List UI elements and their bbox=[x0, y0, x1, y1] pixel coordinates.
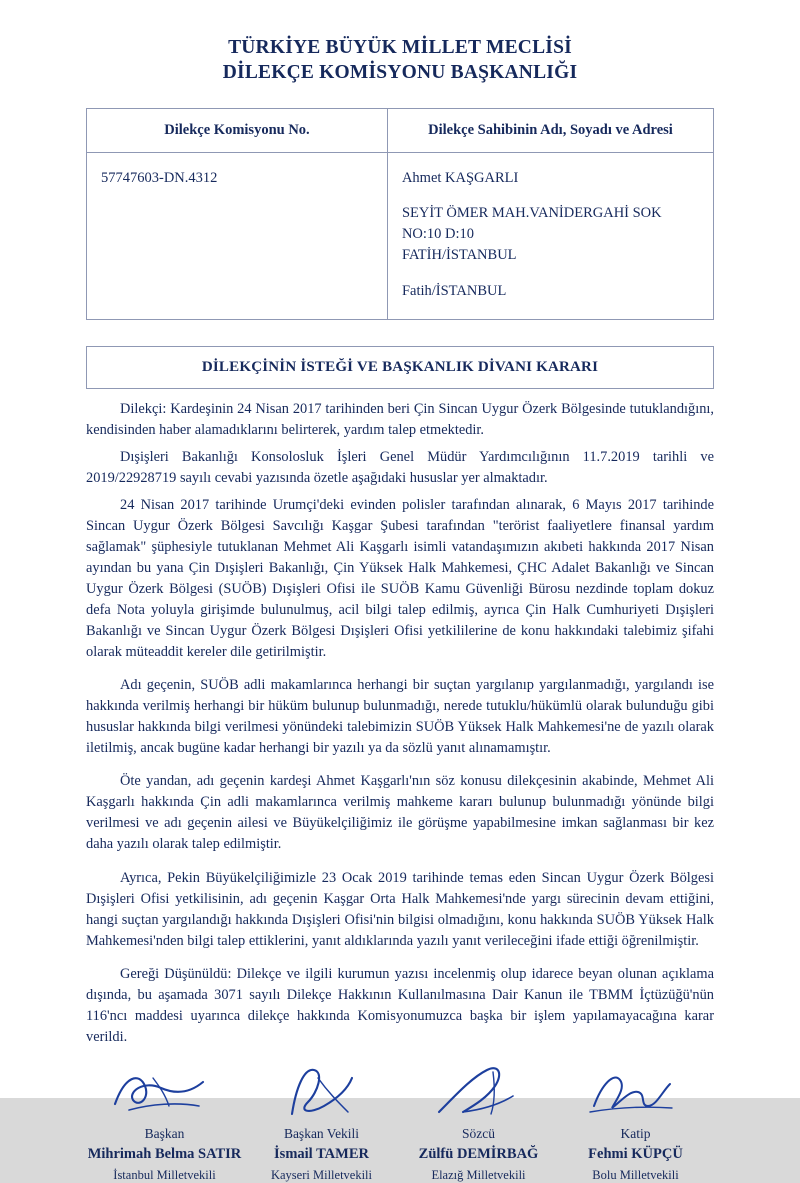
signature-role: Başkan bbox=[144, 1125, 185, 1141]
signature-name: Zülfü DEMİRBAĞ bbox=[418, 1145, 539, 1162]
signature-entry-katip bbox=[557, 1062, 714, 1183]
paragraph-3: 24 Nisan 2017 tarihinde Urumçi'deki evinden polisler tarafından alınarak, 6 Mayıs 2017 tarihinde Sincan Uygur Özerk Bölgesi Savcılığı Kaşgar Şubesi tarafından "terörist faaliyetlere finansal yardım sağlamak" şüphesiyle tutuklanan Mehmet Ali Kaşgarlı isimli vatandaşımızın akıbeti hakkında 2017 Nisan ayından bu yana Çin Dışişleri Bakanlığı, Çin Yüksek Halk Mahkemesi, ÇHC Adalet Bakanlığı ve Sincan Uygur Özerk Bölgesi (SUÖB) Dışişleri Ofisi ile SUÖB Kamu Güvenliği Bürosu nezdinde toplam dokuz defa Nota yoluyla girişimde bulunulmuş, acil bilgi talep edilmiş, ayrıca Çin Halk Cumhuriyeti Dışişleri Bakanlığı ve Sincan Uygur Özerk Bölgesi Dışişleri Ofisi yetkililerine de konu hakkındaki talebimiz şifahi olarak müteaddit kereler dile getirilmiştir. bbox=[86, 497, 714, 661]
owner-address-line-1: SEYİT ÖMER MAH.VANİDERGAHİ SOK bbox=[401, 205, 662, 222]
table-header-row bbox=[87, 108, 714, 152]
signature-city: İstanbul Milletvekili bbox=[113, 1168, 216, 1183]
owner-cell bbox=[387, 152, 713, 319]
paragraph-6: Ayrıca, Pekin Büyükelçiliğimizle 23 Ocak 2019 tarihinde temas eden Sincan Uygur Özerk Bölgesi Dışişleri Ofisi yetkilisinin, adı geçenin Kaşgar Orta Halk Mahkemesi'nde yargı sürecinin devam ettiğini, hangi suçtan yargılandığı hakkında Dışişleri Ofisi'nin bilgisi olmadığını, konu hakkında SUÖB Yüksek Halk Mahkemesi'nden bilgi talep ettiklerini, yanıt aldıklarında yazılı yanıt verileceğini ifade ettiği öğrenilmiştir. bbox=[86, 869, 714, 949]
column-header-owner: Dilekçe Sahibinin Adı, Soyadı ve Adresi bbox=[387, 108, 713, 152]
signature-city: Kayseri Milletvekili bbox=[270, 1168, 373, 1183]
handwritten-signature-icon bbox=[409, 1062, 549, 1124]
paragraph-1: Dilekçi: Kardeşinin 24 Nisan 2017 tarihinden beri Çin Sincan Uygur Özerk Bölgesinde tutuklandığını, kendisinden haber alamadıklarını belirterek, yardım talep etmektedir. bbox=[86, 400, 714, 438]
signature-name: İsmail TAMER bbox=[274, 1145, 369, 1162]
owner-address-line-3: FATİH/İSTANBUL bbox=[401, 247, 517, 264]
paragraph-4: Adı geçenin, SUÖB adli makamlarınca herhangi bir suçtan yargılanıp yargılanmadığı, yargılandı ise hakkında verilmiş herhangi bir hüküm bulunup bulunmadığı, nerede tutuklu/hükümlü olarak bulunduğu gibi hususlar hakkında bilgi verilmesi yönündeki talebimizin SUÖB Yüksek Halk Mahkemesi'ne de yazılı olarak iletilmiş, ancak bugüne kadar herhangi bir yazılı ya da sözlü yanıt alınamamıştır. bbox=[86, 677, 714, 757]
handwritten-signature-icon bbox=[566, 1062, 706, 1124]
signature-block bbox=[86, 1062, 714, 1183]
signature-city: Elazığ Milletvekili bbox=[431, 1168, 526, 1183]
document-title bbox=[86, 36, 714, 86]
petition-no-cell: 57747603-DN.4312 bbox=[87, 152, 388, 319]
signature-city: Bolu Milletvekili bbox=[592, 1168, 679, 1183]
decision-body bbox=[86, 399, 714, 1048]
column-header-petition-no: Dilekçe Komisyonu No. bbox=[87, 108, 388, 152]
document-title-line-2: DİLEKÇE KOMİSYONU BAŞKANLIĞI bbox=[222, 61, 578, 83]
document-title-line-1: TÜRKİYE BÜYÜK MİLLET MECLİSİ bbox=[228, 37, 572, 58]
owner-district: Fatih/İSTANBUL bbox=[401, 283, 507, 300]
paragraph-2: Dışişleri Bakanlığı Konsolosluk İşleri Genel Müdür Yardımcılığının 11.7.2019 tarihli ve 2019/22928719 sayılı cevabi yazısında özetle aşağıdaki hususlar yer almaktadır. bbox=[86, 448, 714, 486]
owner-name: Ahmet KAŞGARLI bbox=[401, 169, 519, 186]
decision-section-header: DİLEKÇİNİN İSTEĞİ VE BAŞKANLIK DİVANI KARARI bbox=[86, 346, 714, 389]
signature-entry-baskan-vekili bbox=[243, 1062, 400, 1183]
signature-role: Katip bbox=[620, 1125, 651, 1141]
signature-role: Sözcü bbox=[462, 1125, 495, 1141]
petition-info-table bbox=[86, 108, 714, 320]
signature-name: Mihrimah Belma SATIR bbox=[87, 1145, 242, 1162]
signature-entry-baskan bbox=[86, 1062, 243, 1183]
table-row bbox=[87, 152, 714, 319]
paragraph-7: Gereği Düşünüldü: Dilekçe ve ilgili kurumun yazısı incelenmiş olup idarece beyan olunan açıklama dışında, bu aşamada 3071 sayılı Dilekçe Hakkının Kullanılmasına Dair Kanun ile TBMM İçtüzüğü'nün 116'ncı maddesi uyarınca dilekçe hakkında Komisyonumuzca başka bir işlem yapılamayacağına karar verildi. bbox=[86, 965, 714, 1045]
handwritten-signature-icon bbox=[95, 1062, 235, 1124]
signature-entry-sozcu bbox=[400, 1062, 557, 1183]
signature-role: Başkan Vekili bbox=[283, 1125, 360, 1141]
signature-name: Fehmi KÜPÇÜ bbox=[588, 1145, 683, 1162]
paragraph-5: Öte yandan, adı geçenin kardeşi Ahmet Kaşgarlı'nın söz konusu dilekçesinin akabinde, Mehmet Ali Kaşgarlı hakkında Çin adli makamlarınca verilmiş mahkeme kararı bulunup bulunmadığı yönünde bilgi verilmesi ve adı geçenin ailesi ve Büyükelçiliğimiz ile görüşme yapabilmesine imkan sağlanması bir kez daha yazılı olarak talep edilmiştir. bbox=[86, 773, 714, 853]
owner-address-line-2: NO:10 D:10 bbox=[401, 226, 475, 243]
handwritten-signature-icon bbox=[252, 1062, 392, 1124]
owner-address bbox=[402, 203, 699, 266]
